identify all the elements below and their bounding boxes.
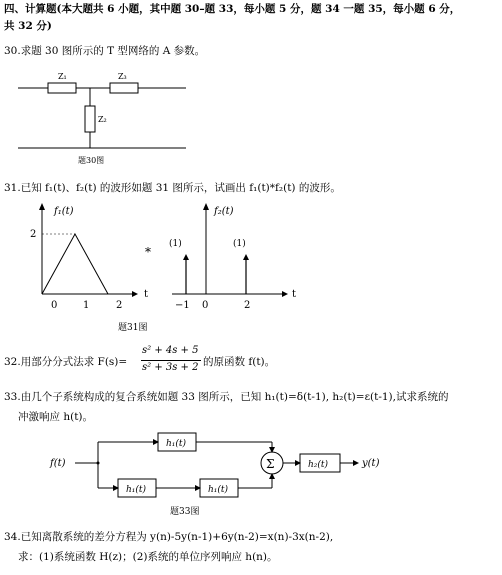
- q33-caption: 题33图: [170, 507, 200, 517]
- q31-waveform-figure: [0, 198, 310, 338]
- q34-line1: 34.已知离散系统的差分方程为 y(n)-5y(n-1)+6y(n-2)=x(n)-3x(n-2),: [4, 531, 334, 543]
- q33-h1-label: h₁(t): [166, 439, 187, 449]
- q31-f1-label: f₁(t): [54, 206, 74, 217]
- section-heading-line1: 四、计算题(本大题共 6 小题，其中题 30–题 33，每小题 5 分，题 34 一题 35，每小题 6 分，: [4, 3, 461, 15]
- q31-f1-x-tick: 0: [51, 300, 58, 311]
- q34-line2: 求：(1)系统函数 H(z)；(2)系统的单位序列响应 h(n)。: [18, 551, 278, 563]
- q31-f2-label: f₂(t): [214, 206, 234, 217]
- q30-z3-box: [110, 83, 138, 93]
- q32-suffix: 的原函数 f(t)。: [203, 356, 276, 368]
- q33-line1: 33.由几个子系统构成的复合系统如题 33 图所示，已知 h₁(t)=δ(t-1), h₂(t)=ε(t-1),试求系统的: [4, 391, 449, 403]
- q30-caption: 题30图: [78, 156, 105, 165]
- q31-f2-x-arrow: [282, 291, 288, 297]
- q30-z1-box: [48, 83, 76, 93]
- q31-f2-y-arrow: [203, 203, 209, 210]
- q31-f2-x-tick: 2: [244, 300, 251, 311]
- q33-system-diagram: [0, 428, 420, 520]
- q31-f2-x-tick: −1: [175, 300, 190, 311]
- q31-f1-triangle: [42, 234, 108, 294]
- q32-denominator: s² + 3s + 2: [142, 362, 199, 373]
- q33-input-label: f(t): [50, 458, 66, 469]
- q33-sum-symbol: Σ: [266, 457, 275, 471]
- q31-f1-x-tick: 2: [116, 300, 123, 311]
- q31-f1-x-tick: 1: [83, 300, 90, 311]
- q31-f1-t-label: t: [144, 289, 149, 300]
- q30-z2-box: [85, 106, 95, 132]
- q32-fraction-bar: [141, 360, 201, 361]
- section-heading-line2: 共 32 分): [4, 20, 52, 32]
- q31-f2-x-tick: 0: [202, 300, 209, 311]
- q33-h1-label: h₁(t): [126, 485, 147, 495]
- q31-caption: 题31图: [118, 323, 148, 333]
- q33-line2: 冲激响应 h(t)。: [18, 411, 94, 423]
- q30-t-network-diagram: [0, 62, 200, 170]
- q31-f1-plot: [42, 234, 108, 294]
- q31-impulse-weight: (1): [169, 239, 182, 249]
- q33-output-label: y(t): [362, 458, 380, 469]
- q32-prefix: 32.用部分分式法求 F(s)=: [4, 356, 128, 368]
- q31-f2-plot: [183, 254, 249, 294]
- q31-impulse-weight: (1): [233, 239, 246, 249]
- q31-f2-impulse-arrow: [183, 254, 189, 260]
- q31-f2-impulse-arrow: [243, 254, 249, 260]
- q31-convolution-star: *: [145, 245, 151, 259]
- q31-text: 31.已知 f₁(t)、f₂(t) 的波形如题 31 图所示，试画出 f₁(t)*f₂(t) 的波形。: [4, 182, 341, 194]
- q33-h2-label: h₂(t): [308, 460, 329, 470]
- q31-f1-y-arrow: [39, 203, 45, 210]
- q31-f1-x-arrow: [132, 291, 138, 297]
- q32-numerator: s² + 4s + 5: [142, 345, 199, 356]
- q33-h1-label: h₁(t): [208, 485, 229, 495]
- q31-f2-t-label: t: [292, 289, 297, 300]
- q30-z1-label: Z₁: [58, 72, 67, 81]
- q31-f1-y-tick: 2: [30, 229, 37, 240]
- q30-z3-label: Z₃: [118, 72, 127, 81]
- q30-text: 30.求题 30 图所示的 T 型网络的 A 参数。: [4, 45, 206, 57]
- q30-z2-label: Z₂: [98, 115, 107, 124]
